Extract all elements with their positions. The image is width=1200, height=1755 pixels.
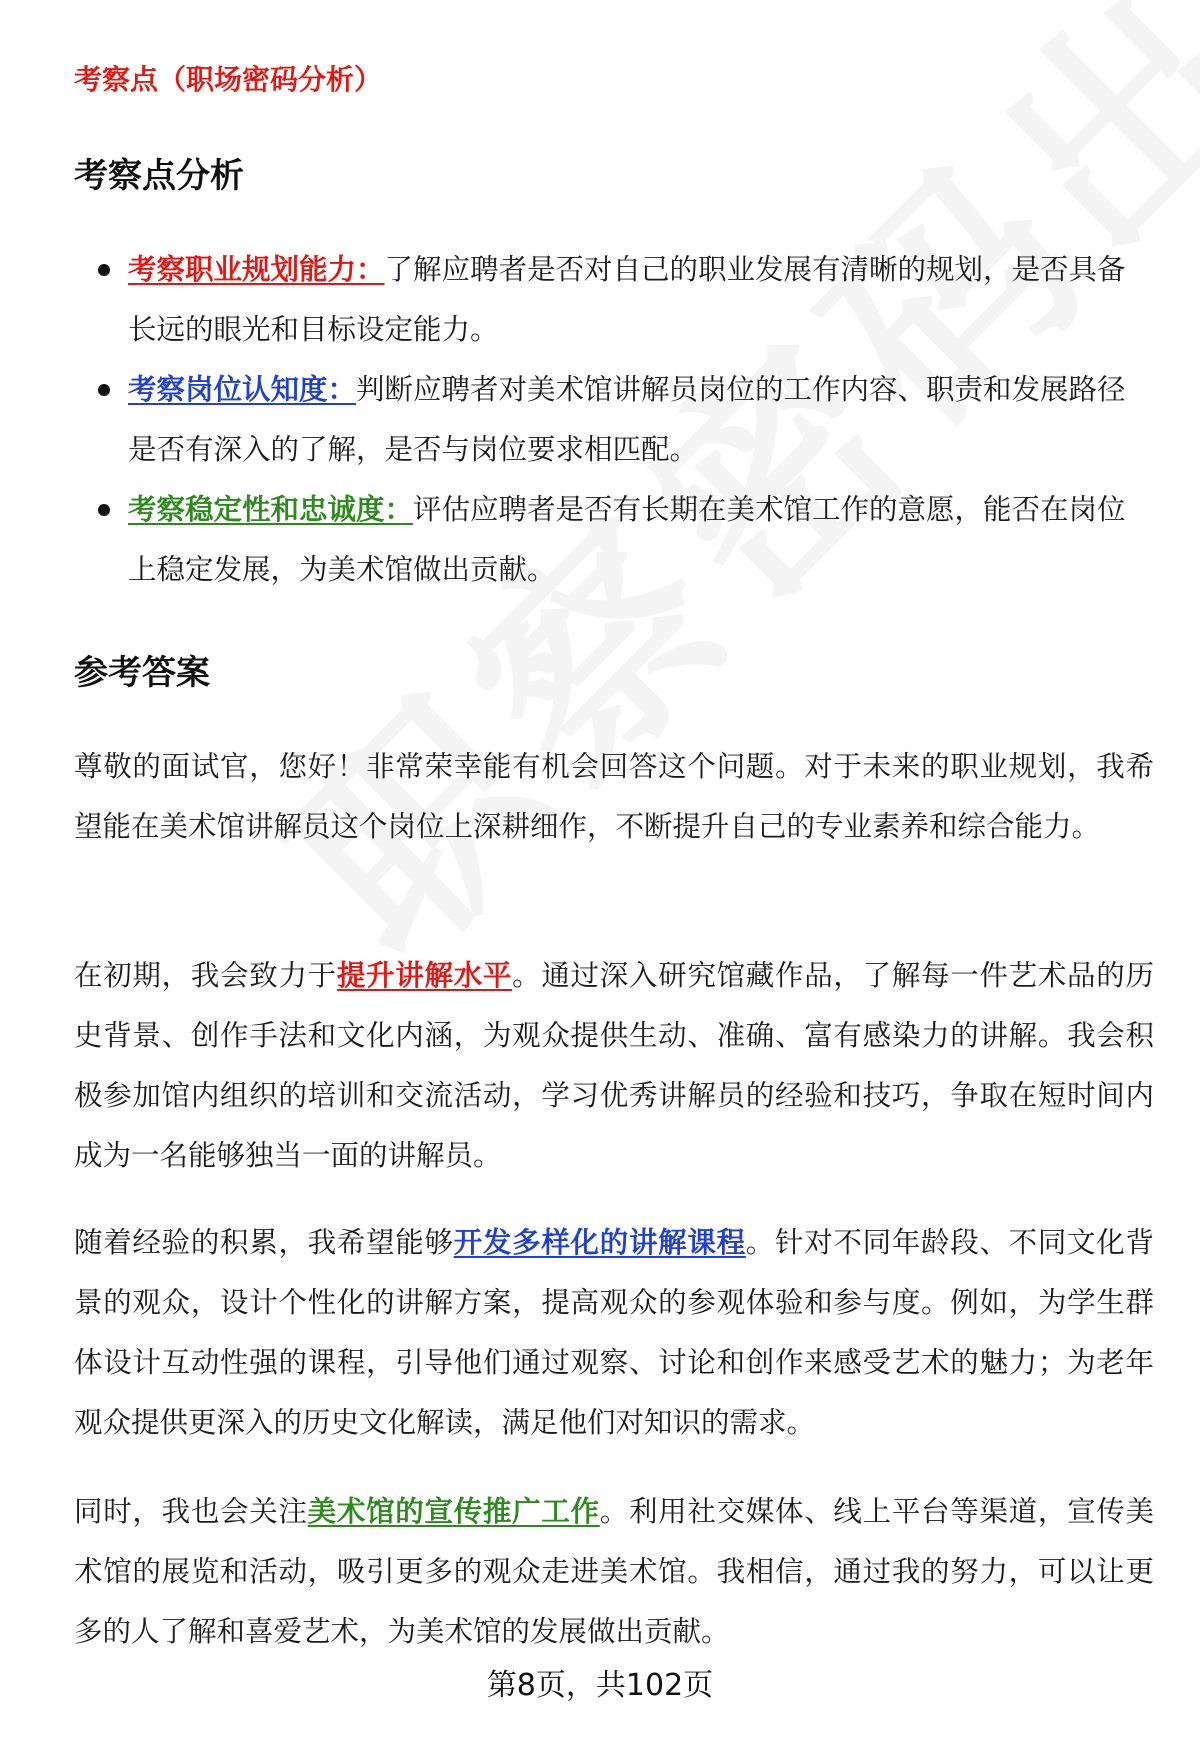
answer-paragraph-intro: 尊敬的面试官，您好！非常荣幸能有机会回答这个问题。对于未来的职业规划，我希望能在美术馆讲解员这个岗位上深耕细作，不断提升自己的专业素养和综合能力。 xyxy=(74,750,1154,843)
analysis-list xyxy=(74,240,1154,600)
bullet-icon xyxy=(98,504,110,516)
keyword-stability-loyalty: 考察稳定性和忠诚度： xyxy=(128,493,414,526)
page-number: 第8页，共102页 xyxy=(486,1668,714,1703)
list-item xyxy=(74,240,1154,360)
answer-heading: 参考答案 xyxy=(74,653,210,693)
item-text: 判断应聘者对美术馆讲解员岗位的工作内容、职责和发展路径是否有深入的了解，是否与岗位要求相匹配。 xyxy=(128,373,1126,466)
keyword-role-awareness: 考察岗位认知度： xyxy=(128,373,357,406)
item-text: 评估应聘者是否有长期在美术馆工作的意愿，能否在岗位上稳定发展，为美术馆做出贡献。 xyxy=(128,493,1126,586)
analysis-heading: 考察点分析 xyxy=(74,156,244,196)
paragraph-text: 在初期，我会致力于 xyxy=(74,959,337,992)
list-item xyxy=(74,480,1154,600)
section-label: 考察点（职场密码分析） xyxy=(74,63,383,96)
paragraph-text: 。针对不同年龄段、不同文化背景的观众，设计个性化的讲解方案，提高观众的参观体验和参与度。例如，为学生群体设计互动性强的课程，引导他们通过观察、讨论和创作来感受艺术的魅力；为老年观众提供更深入的历史文化解读，满足他们对知识的需求。 xyxy=(74,1226,1154,1439)
answer-paragraph-courses xyxy=(74,1213,1154,1453)
answer-paragraph-promotion xyxy=(74,1482,1154,1662)
keyword-promotion-work: 美术馆的宣传推广工作 xyxy=(307,1495,600,1528)
list-item xyxy=(74,360,1154,480)
bullet-icon xyxy=(98,384,110,396)
keyword-improve-guiding: 提升讲解水平 xyxy=(336,959,513,992)
keyword-diverse-courses: 开发多样化的讲解课程 xyxy=(453,1226,746,1259)
paragraph-text: 随着经验的积累，我希望能够 xyxy=(74,1226,454,1259)
bullet-icon xyxy=(98,264,110,276)
keyword-career-planning: 考察职业规划能力： xyxy=(128,253,385,286)
paragraph-text: 同时，我也会关注 xyxy=(74,1495,308,1528)
answer-paragraph-early xyxy=(74,946,1154,1186)
item-text: 了解应聘者是否对自己的职业发展有清晰的规划，是否具备长远的眼光和目标设定能力。 xyxy=(128,253,1126,346)
paragraph-text: 。利用社交媒体、线上平台等渠道，宣传美术馆的展览和活动，吸引更多的观众走进美术馆。我相信，通过我的努力，可以让更多的人了解和喜爱艺术，为美术馆的发展做出贡献。 xyxy=(74,1495,1154,1648)
paragraph-text: 。通过深入研究馆藏作品，了解每一件艺术品的历史背景、创作手法和文化内涵，为观众提供生动、准确、富有感染力的讲解。我会积极参加馆内组织的培训和交流活动，学习优秀讲解员的经验和技巧，争取在短时间内成为一名能够独当一面的讲解员。 xyxy=(74,959,1154,1172)
